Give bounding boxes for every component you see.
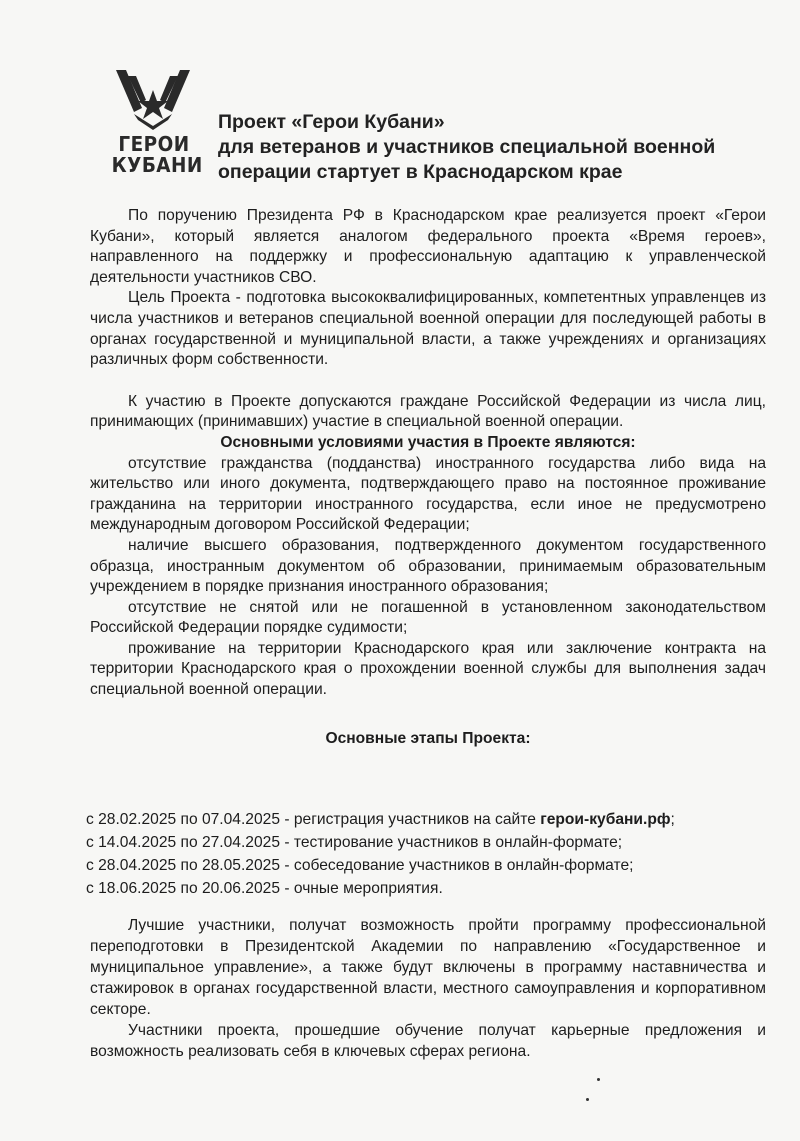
document-header xyxy=(108,68,768,198)
paragraph-career-offers: Участники проекта, прошедшие обучение получат карьерные предложения и возможность реализовать себя в ключевых сферах региона. xyxy=(90,1022,766,1060)
stages-list xyxy=(86,808,776,900)
winged-star-emblem-icon xyxy=(112,68,194,130)
stage-item: с 18.06.2025 по 20.06.2025 - очные мероприятия. xyxy=(86,880,443,897)
condition-item: отсутствие не снятой или не погашенной в установленном законодательством Российской Федерации порядке судимости; xyxy=(90,598,766,637)
document-body xyxy=(90,206,766,749)
stage-item: с 14.04.2025 по 27.04.2025 - тестирование участников в онлайн-формате; xyxy=(86,834,623,851)
logo-line-1: ГЕРОИ xyxy=(118,132,190,156)
title-line-3: операции стартует в Краснодарском крае xyxy=(218,161,623,183)
stages-heading: Основные этапы Проекта: xyxy=(325,729,531,747)
title-line-1: Проект «Герои Кубани» xyxy=(218,111,445,133)
conditions-heading: Основными условиями участия в Проекте являются: xyxy=(220,433,636,451)
closing-section xyxy=(90,915,766,1062)
condition-item: отсутствие гражданства (подданства) иностранного государства либо вида на жительство или иного документа, подтверждающего право на постоянное проживание гражданина на территории иностранного государства, если иное не предусмотрено международным договором Российской Федерации; xyxy=(90,454,766,534)
title-line-2: для ветеранов и участников специальной военной xyxy=(218,136,716,158)
heroes-of-kuban-logo xyxy=(108,68,203,188)
paragraph-intro: По поручению Президента РФ в Краснодарском крае реализуется проект «Герои Кубани», который является аналогом федерального проекта «Время героев», направленного на поддержку и профессиональную адаптацию к управленческой деятельности участников СВО. xyxy=(90,207,766,286)
logo-line-2: КУБАНИ xyxy=(111,153,203,177)
paragraph-best-participants: Лучшие участники, получат возможность пройти программу профессиональной переподготовки в Президентской Академии по направлению «Государственное и муниципальное управление», а также будут включены в программу наставничества и стажировок в органах государственной власти, местного самоуправления и корпоративном секторе. xyxy=(90,917,766,1018)
stage-item: с 28.02.2025 по 07.04.2025 - регистрация участников на сайте герои-кубани.рф; xyxy=(86,811,675,828)
paragraph-eligibility: К участию в Проекте допускаются граждане Российской Федерации из числа лиц, принимающих (принимавших) участие в специальной военной операции. xyxy=(90,392,766,431)
condition-item: проживание на территории Краснодарского края или заключение контракта на территории Краснодарского края о прохождении военной службы для выполнения задач специальной военной операции. xyxy=(90,639,766,699)
scan-speck xyxy=(586,1098,589,1101)
condition-item: наличие высшего образования, подтвержденного документом государственного образца, иностранным документом об образовании, принимаемым образовательным учреждением в порядке признания иностранного образования; xyxy=(90,536,766,596)
scan-speck xyxy=(597,1078,600,1081)
website-link[interactable]: герои-кубани.рф xyxy=(540,811,671,828)
paragraph-goal: Цель Проекта - подготовка высококвалифицированных, компетентных управленцев из числа участников и ветеранов специальной военной операции для последующей работы в органах государственной и муниципальной власти, а также учреждениях и организациях различных форм собственности. xyxy=(90,289,766,369)
stage-item: с 28.04.2025 по 28.05.2025 - собеседование участников в онлайн-формате; xyxy=(86,857,634,874)
document-title xyxy=(218,110,778,185)
